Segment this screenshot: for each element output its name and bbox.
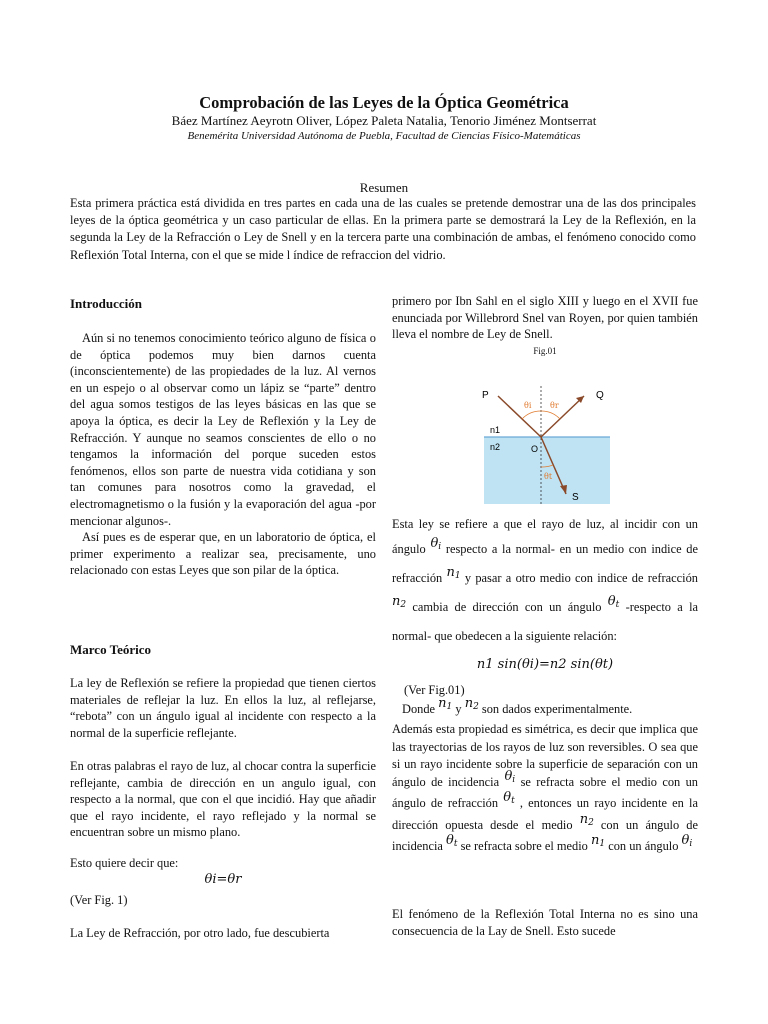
marco-paragraph-3: Esto quiere decir que: xyxy=(70,856,179,870)
law-text-2: respecto a la normal- en un medio con indice de refracción xyxy=(392,542,698,585)
sym-n2: $n_2$ xyxy=(579,811,594,828)
symmetry-paragraph xyxy=(392,721,698,860)
marco-paragraph-1: La ley de Reflexión se refiere la propiedad que tienen ciertos materiales de reflejar la luz. En ellos la luz, al reflejarse, “rebota” con un ángulo igual al incidente con respecto a la normal de la superficie reflejante. xyxy=(70,676,376,740)
see-fig-1: (Ver Fig. 1) xyxy=(70,893,128,907)
law-text-3: y pasar a otro medio con indice de refracción xyxy=(464,571,698,585)
donde-n2-symbol: $n_2$ xyxy=(464,696,479,712)
theta-i-symbol: $\theta_i$ xyxy=(430,536,442,552)
label-n1: n1 xyxy=(490,425,501,435)
abstract-body: Esta primera práctica está dividida en tres partes en cada una de las cuales se pretende demostrar una de las dos principales leyes de la óptica geométrica y un caso particular de ellas. En la primera parte se demostrará la Ley de la Reflexión, en la segunda la Ley de la Refracción o Ley de Snell y en la tercera parte una combinación de ambas, el fenómeno conocido como Reflexión Total Interna, con el que se mide l índice de refraccion del vidrio. xyxy=(70,196,696,262)
intro-paragraph-2: Así pues es de esperar que, en un laboratorio de óptica, el primer experimento a realizar sea, precisamente, uno relacionado con estas Leyes que son pilar de la óptica. xyxy=(70,530,376,578)
refraction-intro: La Ley de Refracción, por otro lado, fue descubierta xyxy=(70,926,330,940)
intro-paragraph-1: Aún si no tenemos conocimiento teórico alguno de física o de óptica podemos muy bien darnos cuenta (inconscientemente) de las propiedades de la luz. Al vernos en un espejo o al observar como un lápiz se “parte” dentro del agua somos testigos de las leyes básicas en las que se apoya la óptica, es decir la Ley de Reflexión y la Ley de Refracción. Y aunque no seamos conscientes de ello o no tengamos la información del porque suceden estos fenómenos, ellos son parte de nuestra vida cotidiana y son tan comunes para nosotros como la gravedad, el electromagnetismo o la fusión y la evaporación del agua -por mencionar algunos-. xyxy=(70,331,376,528)
sym-theta-t-1: $\theta_t$ xyxy=(503,790,515,806)
label-S: S xyxy=(572,492,579,503)
incident-ray xyxy=(498,396,541,437)
donde-text-3: son dados experimentalmente. xyxy=(481,702,633,716)
paper-authors: Báez Martínez Aeyrotn Oliver, López Paleta Natalia, Tenorio Jiménez Montserrat xyxy=(171,113,597,128)
n1-symbol: $n_1$ xyxy=(446,565,461,581)
label-O: O xyxy=(531,444,539,454)
paper-affiliation: Benemérita Universidad Autónoma de Puebla, Facultad de Ciencias Físico-Matemáticas xyxy=(187,130,581,142)
donde-text-1: Donde xyxy=(402,702,436,716)
label-theta-t: θt xyxy=(544,472,553,481)
reflection-equation xyxy=(150,872,296,887)
sym-n1: $n_1$ xyxy=(591,833,606,849)
snell-diagram xyxy=(478,382,610,504)
reflection-equation-text: θi=θr xyxy=(204,872,242,887)
history-paragraph: primero por Ibn Sahl en el siglo XIII y luego en el XVII fue enunciada por Willebrord Snel van Royen, por quien también lleva el nombre de Ley de Snell. xyxy=(392,294,698,342)
sym-theta-i-2: $\theta_i$ xyxy=(681,833,693,849)
figure-caption: Fig.01 xyxy=(533,346,557,356)
theta-r-arc xyxy=(541,411,560,419)
donde-n1-symbol: $n_1$ xyxy=(438,696,453,712)
law-text-5: -respecto a la normal- que obedecen a la siguiente relación: xyxy=(392,600,699,643)
label-theta-r: θr xyxy=(550,401,559,410)
theta-i-arc xyxy=(522,411,541,419)
see-fig-01: (Ver Fig.01) xyxy=(404,683,465,697)
law-paragraph xyxy=(392,512,698,649)
paper-title: Comprobación de las Leyes de la Óptica Geométrica xyxy=(199,93,569,112)
label-P: P xyxy=(482,390,489,401)
symmetry-text-1: Además esta propiedad es simétrica, es decir que implica que las trayectorias de los rayos de luz son reversibles. O sea que si un rayo incidente sobre la superficie de separación con un ángulo de incidencia xyxy=(392,722,698,789)
sym-theta-i-1: $\theta_i$ xyxy=(504,768,516,785)
marco-heading: Marco Teórico xyxy=(70,642,151,657)
sym-theta-t-2: $\theta_t$ xyxy=(446,833,458,849)
intro-heading: Introducción xyxy=(70,296,142,311)
symmetry-text-4: con un ángulo de incidencia xyxy=(392,817,698,853)
law-text-4: cambia de dirección con un ángulo xyxy=(412,600,602,614)
donde-text-2: y xyxy=(455,702,462,716)
marco-paragraph-2: En otras palabras el rayo de luz, al chocar contra la superficie reflejante, cambia de dirección en un angulo igual, con respecto a la normal, que con el que incidió. Hay que añadir que el rayo incidente, el rayo reflejado y la normal se encuentran sobre un mismo plano. xyxy=(70,759,376,840)
symmetry-text-6: con un ángulo xyxy=(608,839,679,853)
law-text-1: Esta ley se refiere a que el rayo de luz, al incidir con un ángulo xyxy=(392,517,698,556)
theta-t-symbol: $\theta_t$ xyxy=(607,594,620,610)
abstract-heading: Resumen xyxy=(359,180,409,195)
symmetry-text-3: , entonces un rayo incidente en la dirección opuesta desde el medio xyxy=(392,796,698,832)
snell-equation: n1 sin(θi)=n2 sin(θt) xyxy=(476,657,614,672)
reflected-ray xyxy=(541,396,584,437)
n2-symbol: $n_2$ xyxy=(392,594,407,610)
water-region xyxy=(484,437,610,504)
label-theta-i: θi xyxy=(524,401,532,410)
label-Q: Q xyxy=(596,390,604,401)
tir-paragraph: El fenómeno de la Reflexión Total Interna no es sino una consecuencia de la Lay de Snell. Esto sucede xyxy=(392,907,698,938)
label-n2: n2 xyxy=(490,442,501,452)
symmetry-text-5: se refracta sobre el medio xyxy=(460,839,588,853)
intro-body xyxy=(70,330,376,579)
donde-line xyxy=(402,696,698,722)
symmetry-text-2: se refracta sobre el medio con un ángulo de refracción xyxy=(392,774,698,810)
